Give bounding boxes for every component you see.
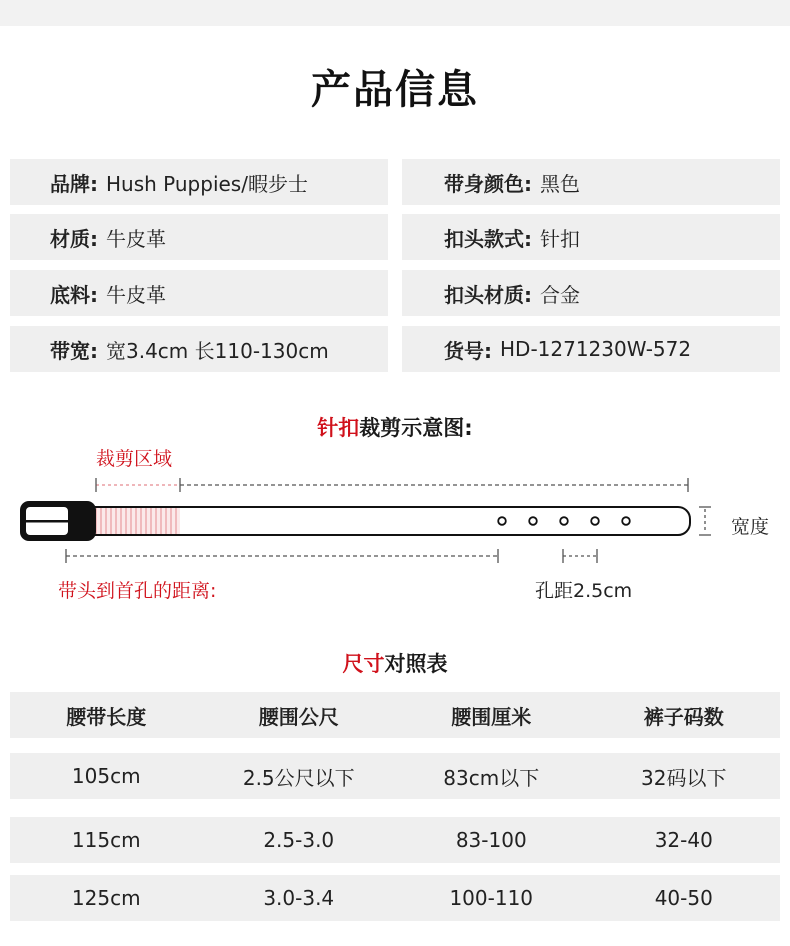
cut-area-fill — [96, 508, 180, 534]
buckle-distance-label: 带头到首孔的距离: — [58, 580, 217, 602]
cut-area-label: 裁剪区域 — [96, 448, 173, 470]
info-key: 底料: — [50, 282, 98, 307]
info-value: Hush Puppies/暇步士 — [106, 171, 308, 196]
page-title: 产品信息 — [311, 67, 479, 113]
header-waist-cm: 腰围厘米 — [451, 704, 532, 729]
header-waist-meter: 腰围公尺 — [258, 704, 339, 729]
header-belt-length: 腰带长度 — [66, 704, 147, 729]
info-value: 针扣 — [540, 226, 580, 251]
table-cell: 2.5-3.0 — [263, 828, 335, 852]
info-key: 带宽: — [50, 338, 98, 363]
width-label: 宽度 — [731, 516, 770, 538]
info-key: 品牌: — [50, 171, 98, 196]
info-cell-buckle-material — [402, 270, 780, 316]
info-cell-base-material — [10, 270, 388, 316]
diagram-title — [0, 412, 790, 442]
table-cell: 83cm以下 — [443, 765, 540, 790]
table-row — [10, 753, 780, 799]
table-cell: 32码以下 — [641, 765, 727, 790]
info-key: 货号: — [444, 338, 492, 363]
info-key: 材质: — [50, 226, 98, 251]
hole-spacing-measure-line — [563, 549, 597, 563]
table-cell: 125cm — [71, 886, 141, 910]
size-table-title — [0, 648, 790, 678]
table-cell: 105cm — [71, 764, 141, 788]
info-value: HD-1271230W-572 — [500, 337, 692, 361]
diagram-title-rest: 裁剪示意图: — [359, 416, 473, 440]
info-cell-brand — [10, 159, 388, 205]
info-key: 扣头材质: — [444, 282, 532, 307]
info-value: 黑色 — [540, 171, 580, 196]
info-cell-item-number — [402, 326, 780, 372]
info-cell-belt-width — [10, 326, 388, 372]
table-cell: 3.0-3.4 — [263, 886, 335, 910]
table-row — [10, 817, 780, 863]
buckle-to-hole-measure-line — [66, 549, 498, 563]
cut-area-measure-line — [96, 478, 180, 492]
buckle-icon — [20, 501, 96, 541]
diagram-title-highlight: 针扣 — [317, 416, 360, 440]
table-row — [10, 875, 780, 921]
header-pants-size: 裤子码数 — [643, 704, 724, 729]
table-cell: 115cm — [71, 828, 141, 852]
belt-diagram — [0, 440, 790, 570]
info-value: 牛皮革 — [106, 226, 166, 251]
table-cell: 32-40 — [654, 828, 713, 852]
info-key: 扣头款式: — [444, 226, 532, 251]
info-cell-belt-color — [402, 159, 780, 205]
top-band — [0, 0, 790, 26]
size-table-title-highlight: 尺寸 — [342, 652, 385, 676]
info-key: 带身颜色: — [444, 171, 532, 196]
info-value: 宽3.4cm 长110-130cm — [106, 338, 329, 363]
hole-spacing-label: 孔距2.5cm — [535, 580, 633, 602]
size-table-header — [10, 692, 780, 738]
table-cell: 100-110 — [449, 886, 534, 910]
info-value: 牛皮革 — [106, 282, 166, 307]
belt-length-measure-line — [180, 478, 688, 492]
info-cell-buckle-style — [402, 214, 780, 260]
table-cell: 83-100 — [455, 828, 527, 852]
width-measure-line — [699, 507, 711, 535]
info-value: 合金 — [540, 282, 580, 307]
table-cell: 2.5公尺以下 — [242, 765, 355, 790]
size-table-title-rest: 对照表 — [384, 652, 448, 676]
info-cell-material — [10, 214, 388, 260]
table-cell: 40-50 — [654, 886, 713, 910]
